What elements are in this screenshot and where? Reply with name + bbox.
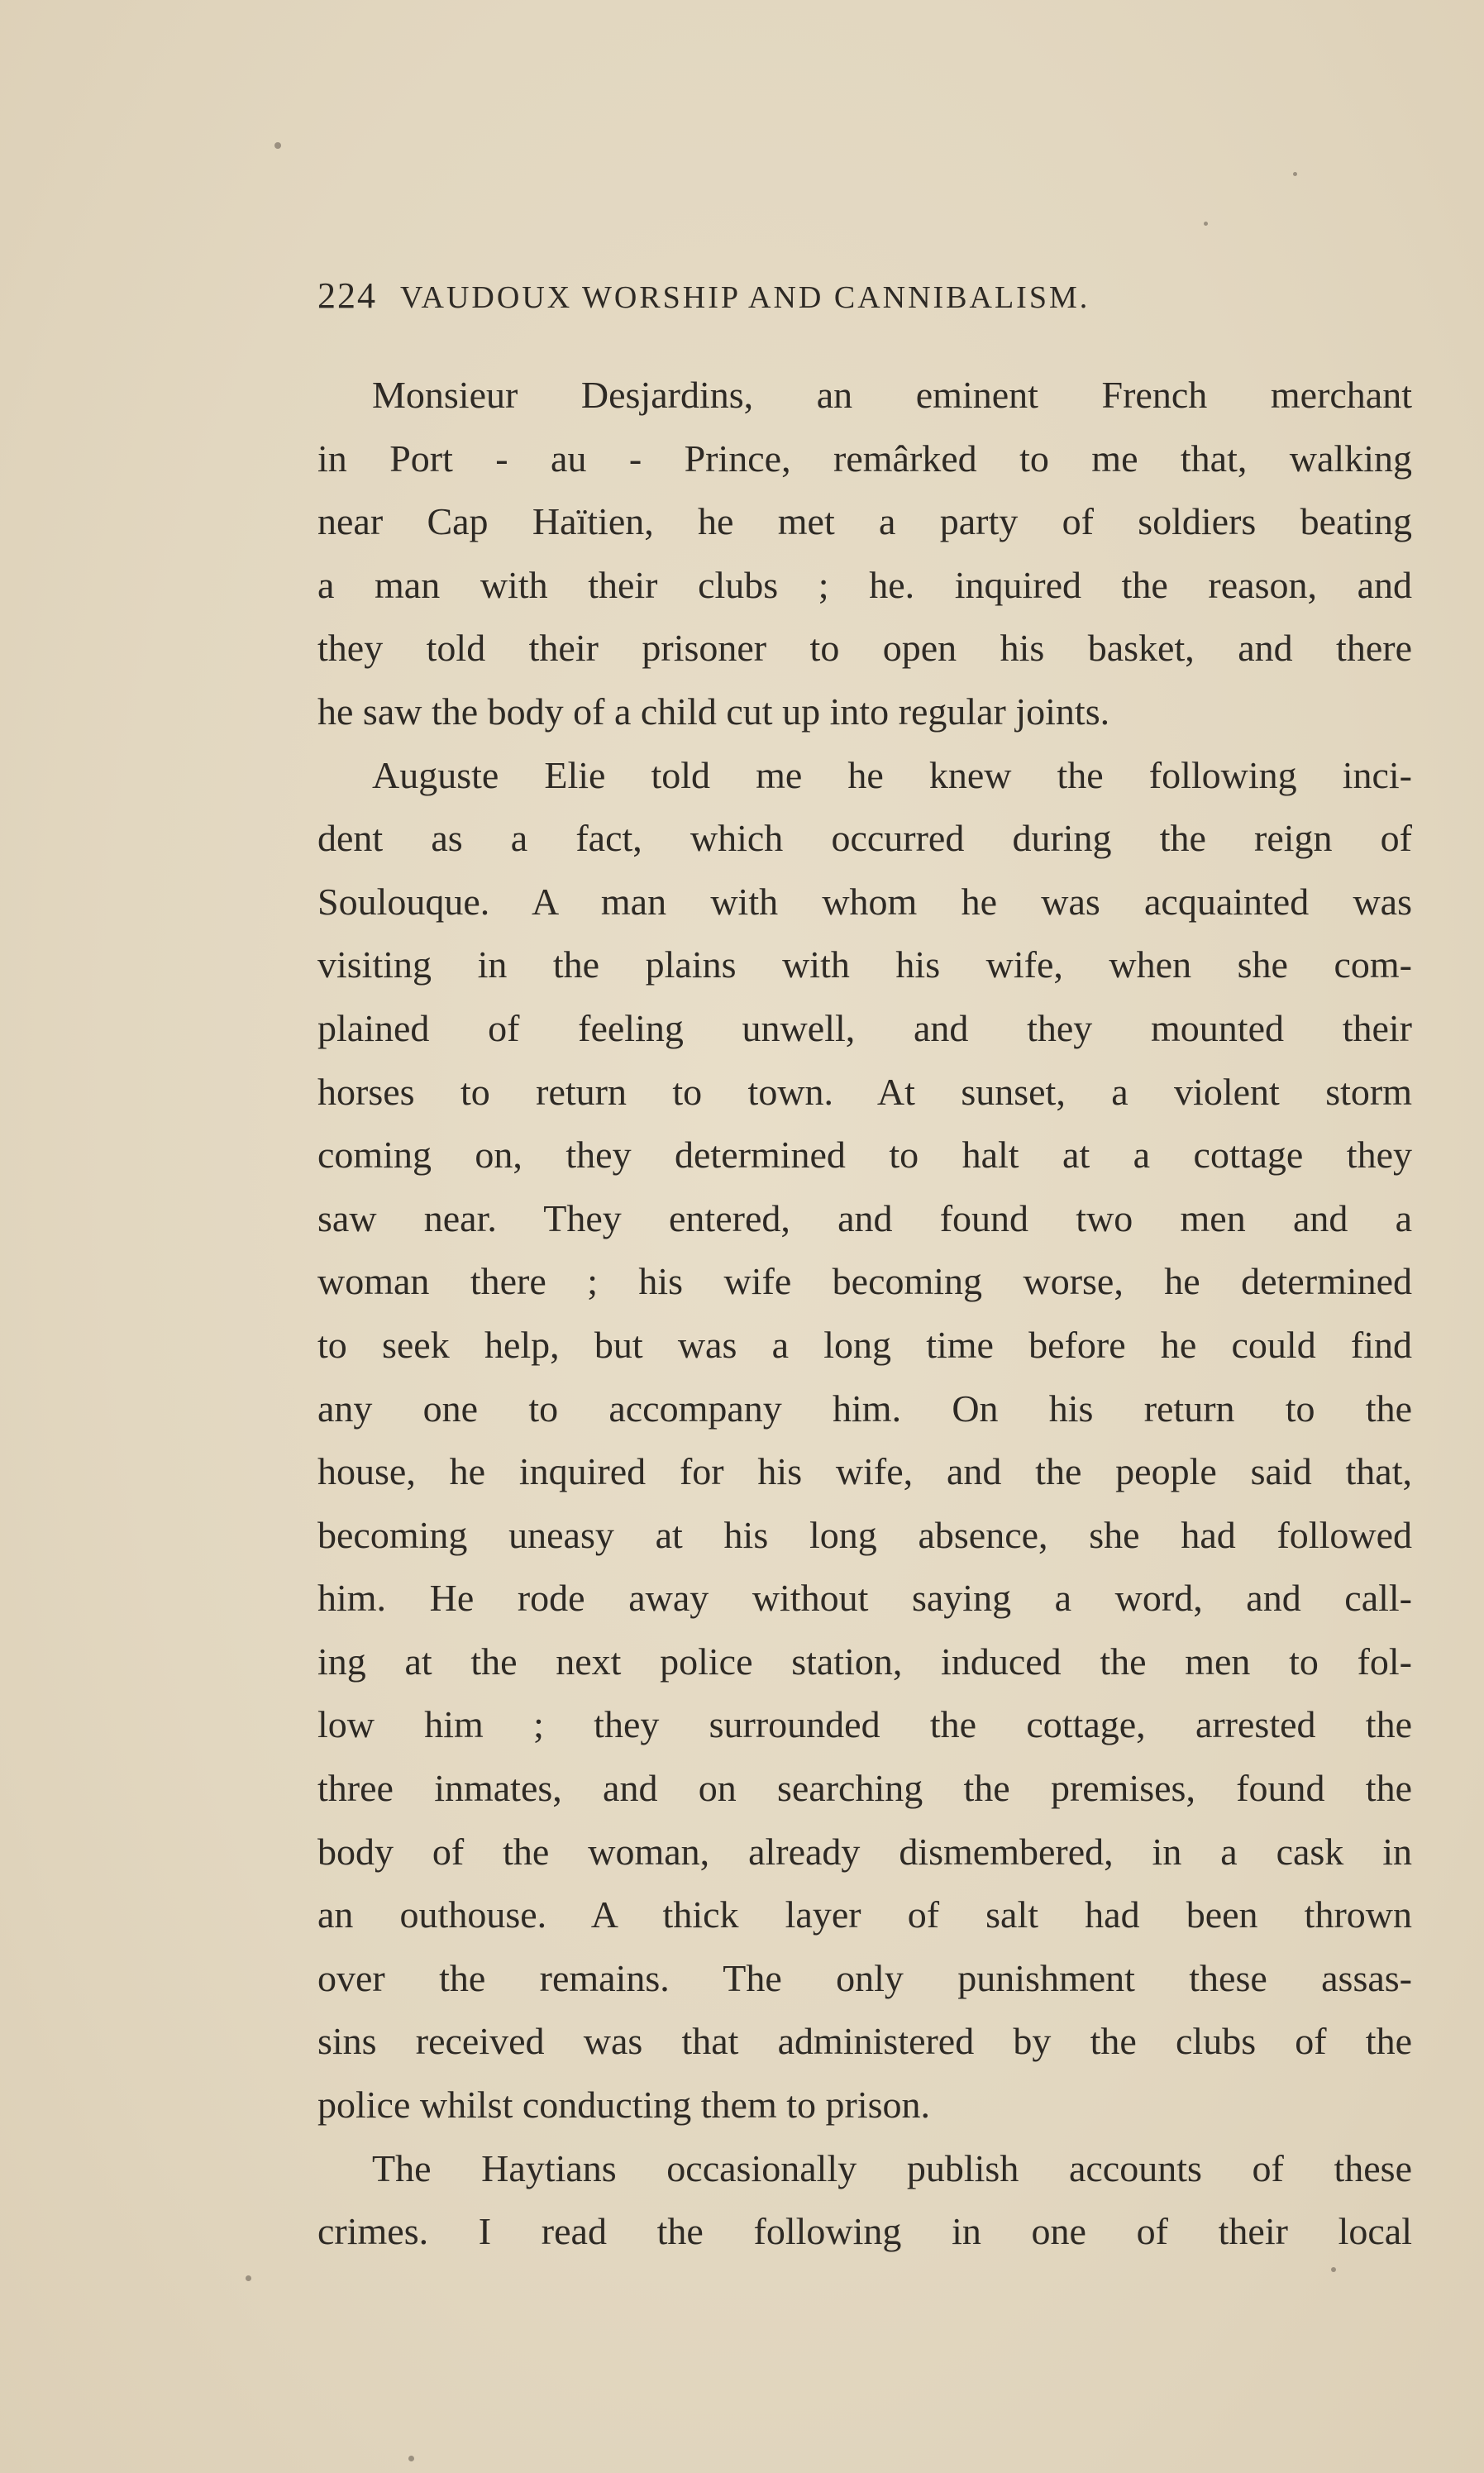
text-line: horses to return to town. At sunset, a violent storm bbox=[317, 1070, 1412, 1113]
text-line: visiting in the plains with his wife, when she com- bbox=[317, 943, 1412, 986]
ink-speck bbox=[1331, 2267, 1336, 2272]
text-line: low him ; they surrounded the cottage, arrested the bbox=[317, 1703, 1412, 1746]
text-line: saw near. They entered, and found two men and a bbox=[317, 1196, 1412, 1239]
text-line: becoming uneasy at his long absence, she had followed bbox=[317, 1513, 1412, 1556]
text-line: in Port - au - Prince, remârked to me that, walking bbox=[317, 437, 1412, 480]
text-line: woman there ; his wife becoming worse, he determined bbox=[317, 1260, 1412, 1303]
text-line: any one to accompany him. On his return to the bbox=[317, 1387, 1412, 1430]
ink-speck bbox=[274, 142, 281, 149]
text-line: to seek help, but was a long time before he could find bbox=[317, 1323, 1412, 1366]
text-line: house, he inquired for his wife, and the people said that, bbox=[317, 1450, 1412, 1493]
text-line: body of the woman, already dismembered, in a cask in bbox=[317, 1830, 1412, 1873]
text-line: Monsieur Desjardins, an eminent French merchant bbox=[372, 374, 1412, 416]
text-line: he saw the body of a child cut up into regular joints. bbox=[317, 690, 1110, 733]
ink-speck bbox=[1293, 172, 1297, 176]
text-line: dent as a fact, which occurred during the reign of bbox=[317, 817, 1412, 860]
text-line: plained of feeling unwell, and they mounted their bbox=[317, 1006, 1412, 1049]
text-line: three inmates, and on searching the premises, found the bbox=[317, 1767, 1412, 1810]
text-line: coming on, they determined to halt at a cottage they bbox=[317, 1134, 1412, 1177]
text-line: a man with their clubs ; he. inquired the reason, and bbox=[317, 563, 1412, 606]
text-line: Soulouque. A man with whom he was acquainted was bbox=[317, 880, 1412, 923]
text-line: crimes. I read the following in one of their local bbox=[317, 2210, 1412, 2253]
running-head-title: VAUDOUX WORSHIP AND CANNIBALISM. bbox=[400, 280, 1090, 315]
ink-speck bbox=[408, 2456, 414, 2461]
text-line: him. He rode away without saying a word, and call- bbox=[317, 1577, 1412, 1620]
text-line: sins received was that administered by the clubs of the bbox=[317, 2020, 1412, 2063]
text-line: police whilst conducting them to prison. bbox=[317, 2084, 931, 2127]
text-line: they told their prisoner to open his basket, and there bbox=[317, 627, 1412, 670]
ink-speck bbox=[246, 2275, 251, 2281]
text-line: over the remains. The only punishment these assas- bbox=[317, 1956, 1412, 1999]
text-line: The Haytians occasionally publish accounts of these bbox=[372, 2146, 1412, 2189]
ink-speck bbox=[1204, 222, 1208, 226]
text-line: ing at the next police station, induced the men to fol- bbox=[317, 1640, 1412, 1683]
page-number: 224 bbox=[317, 275, 377, 316]
text-line: Auguste Elie told me he knew the following inci- bbox=[372, 753, 1412, 796]
body-text bbox=[317, 364, 1412, 2264]
running-head bbox=[317, 271, 1417, 321]
text-line: an outhouse. A thick layer of salt had been thrown bbox=[317, 1893, 1412, 1936]
text-line: near Cap Haïtien, he met a party of soldiers beating bbox=[317, 500, 1412, 543]
